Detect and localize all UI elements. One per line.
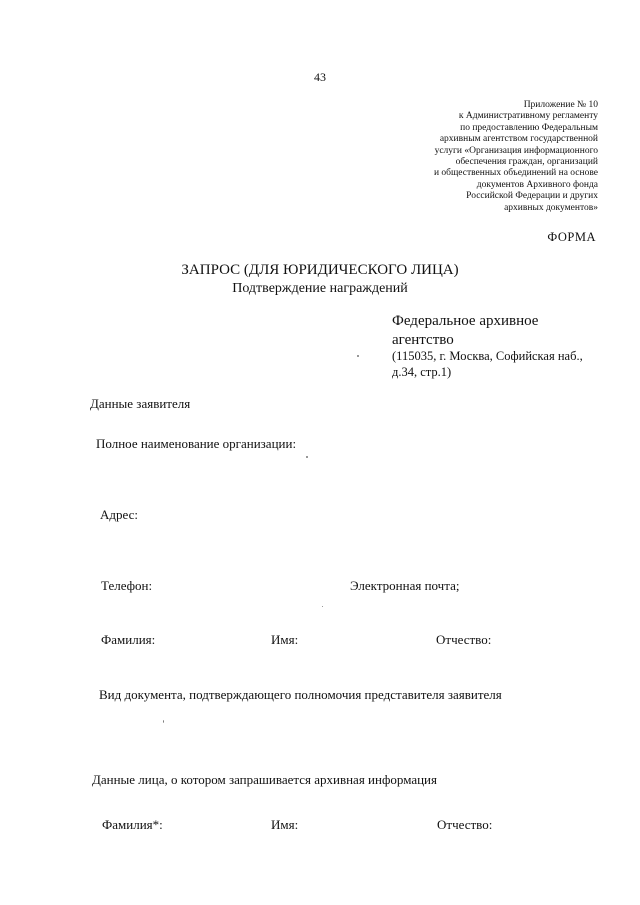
recipient-name-line: Федеральное архивное xyxy=(392,313,539,329)
recipient-address-line: (115035, г. Москва, Софийская наб., xyxy=(392,349,583,363)
authority-document-label: Вид документа, подтверждающего полномочия представителя заявителя xyxy=(99,687,502,702)
form-label: ФОРМА xyxy=(547,230,596,244)
email-label: Электронная почта; xyxy=(350,578,460,593)
scan-speck xyxy=(163,720,164,723)
address-label: Адрес: xyxy=(100,507,138,522)
applicant-patronymic-label: Отчество: xyxy=(436,632,492,647)
document-subtitle: Подтверждение награждений xyxy=(232,281,408,296)
appendix-line: Приложение № 10 xyxy=(523,100,598,110)
page-number: 43 xyxy=(314,70,326,84)
subject-patronymic-label: Отчество: xyxy=(437,817,493,832)
appendix-line: обеспечения граждан, организаций xyxy=(455,157,598,168)
appendix-line: к Административному регламенту xyxy=(458,111,598,122)
appendix-line: Российской Федерации и других xyxy=(466,191,598,202)
appendix-line: архивным агентством государственной xyxy=(439,134,598,145)
subject-section-title: Данные лица, о котором запрашивается архивная информация xyxy=(92,772,437,787)
phone-label: Телефон: xyxy=(101,578,153,593)
appendix-line: архивных документов» xyxy=(504,202,598,213)
appendix-line: документов Архивного фонда xyxy=(476,179,598,190)
appendix-line: услуги «Организация информационного xyxy=(434,145,598,156)
recipient-name-line: агентство xyxy=(392,332,454,348)
appendix-header xyxy=(318,100,598,214)
subject-first-name-label: Имя: xyxy=(271,817,299,832)
scan-speck xyxy=(306,456,308,458)
applicant-first-name-label: Имя: xyxy=(271,632,299,647)
appendix-line: и общественных объединений на основе xyxy=(433,168,598,179)
recipient-name xyxy=(392,312,538,350)
subject-last-name-label: Фамилия*: xyxy=(102,817,163,832)
document-title: ЗАПРОС (ДЛЯ ЮРИДИЧЕСКОГО ЛИЦА) xyxy=(181,262,459,278)
recipient-address xyxy=(392,348,583,380)
org-name-label: Полное наименование организации: xyxy=(96,436,297,451)
appendix-line: по предоставлению Федеральным xyxy=(460,122,598,133)
applicant-section-title: Данные заявителя xyxy=(90,396,191,411)
scan-speck xyxy=(322,606,323,607)
applicant-last-name-label: Фамилия: xyxy=(101,632,156,647)
scan-speck xyxy=(357,355,359,357)
recipient-address-line: д.34, стр.1) xyxy=(392,365,452,379)
